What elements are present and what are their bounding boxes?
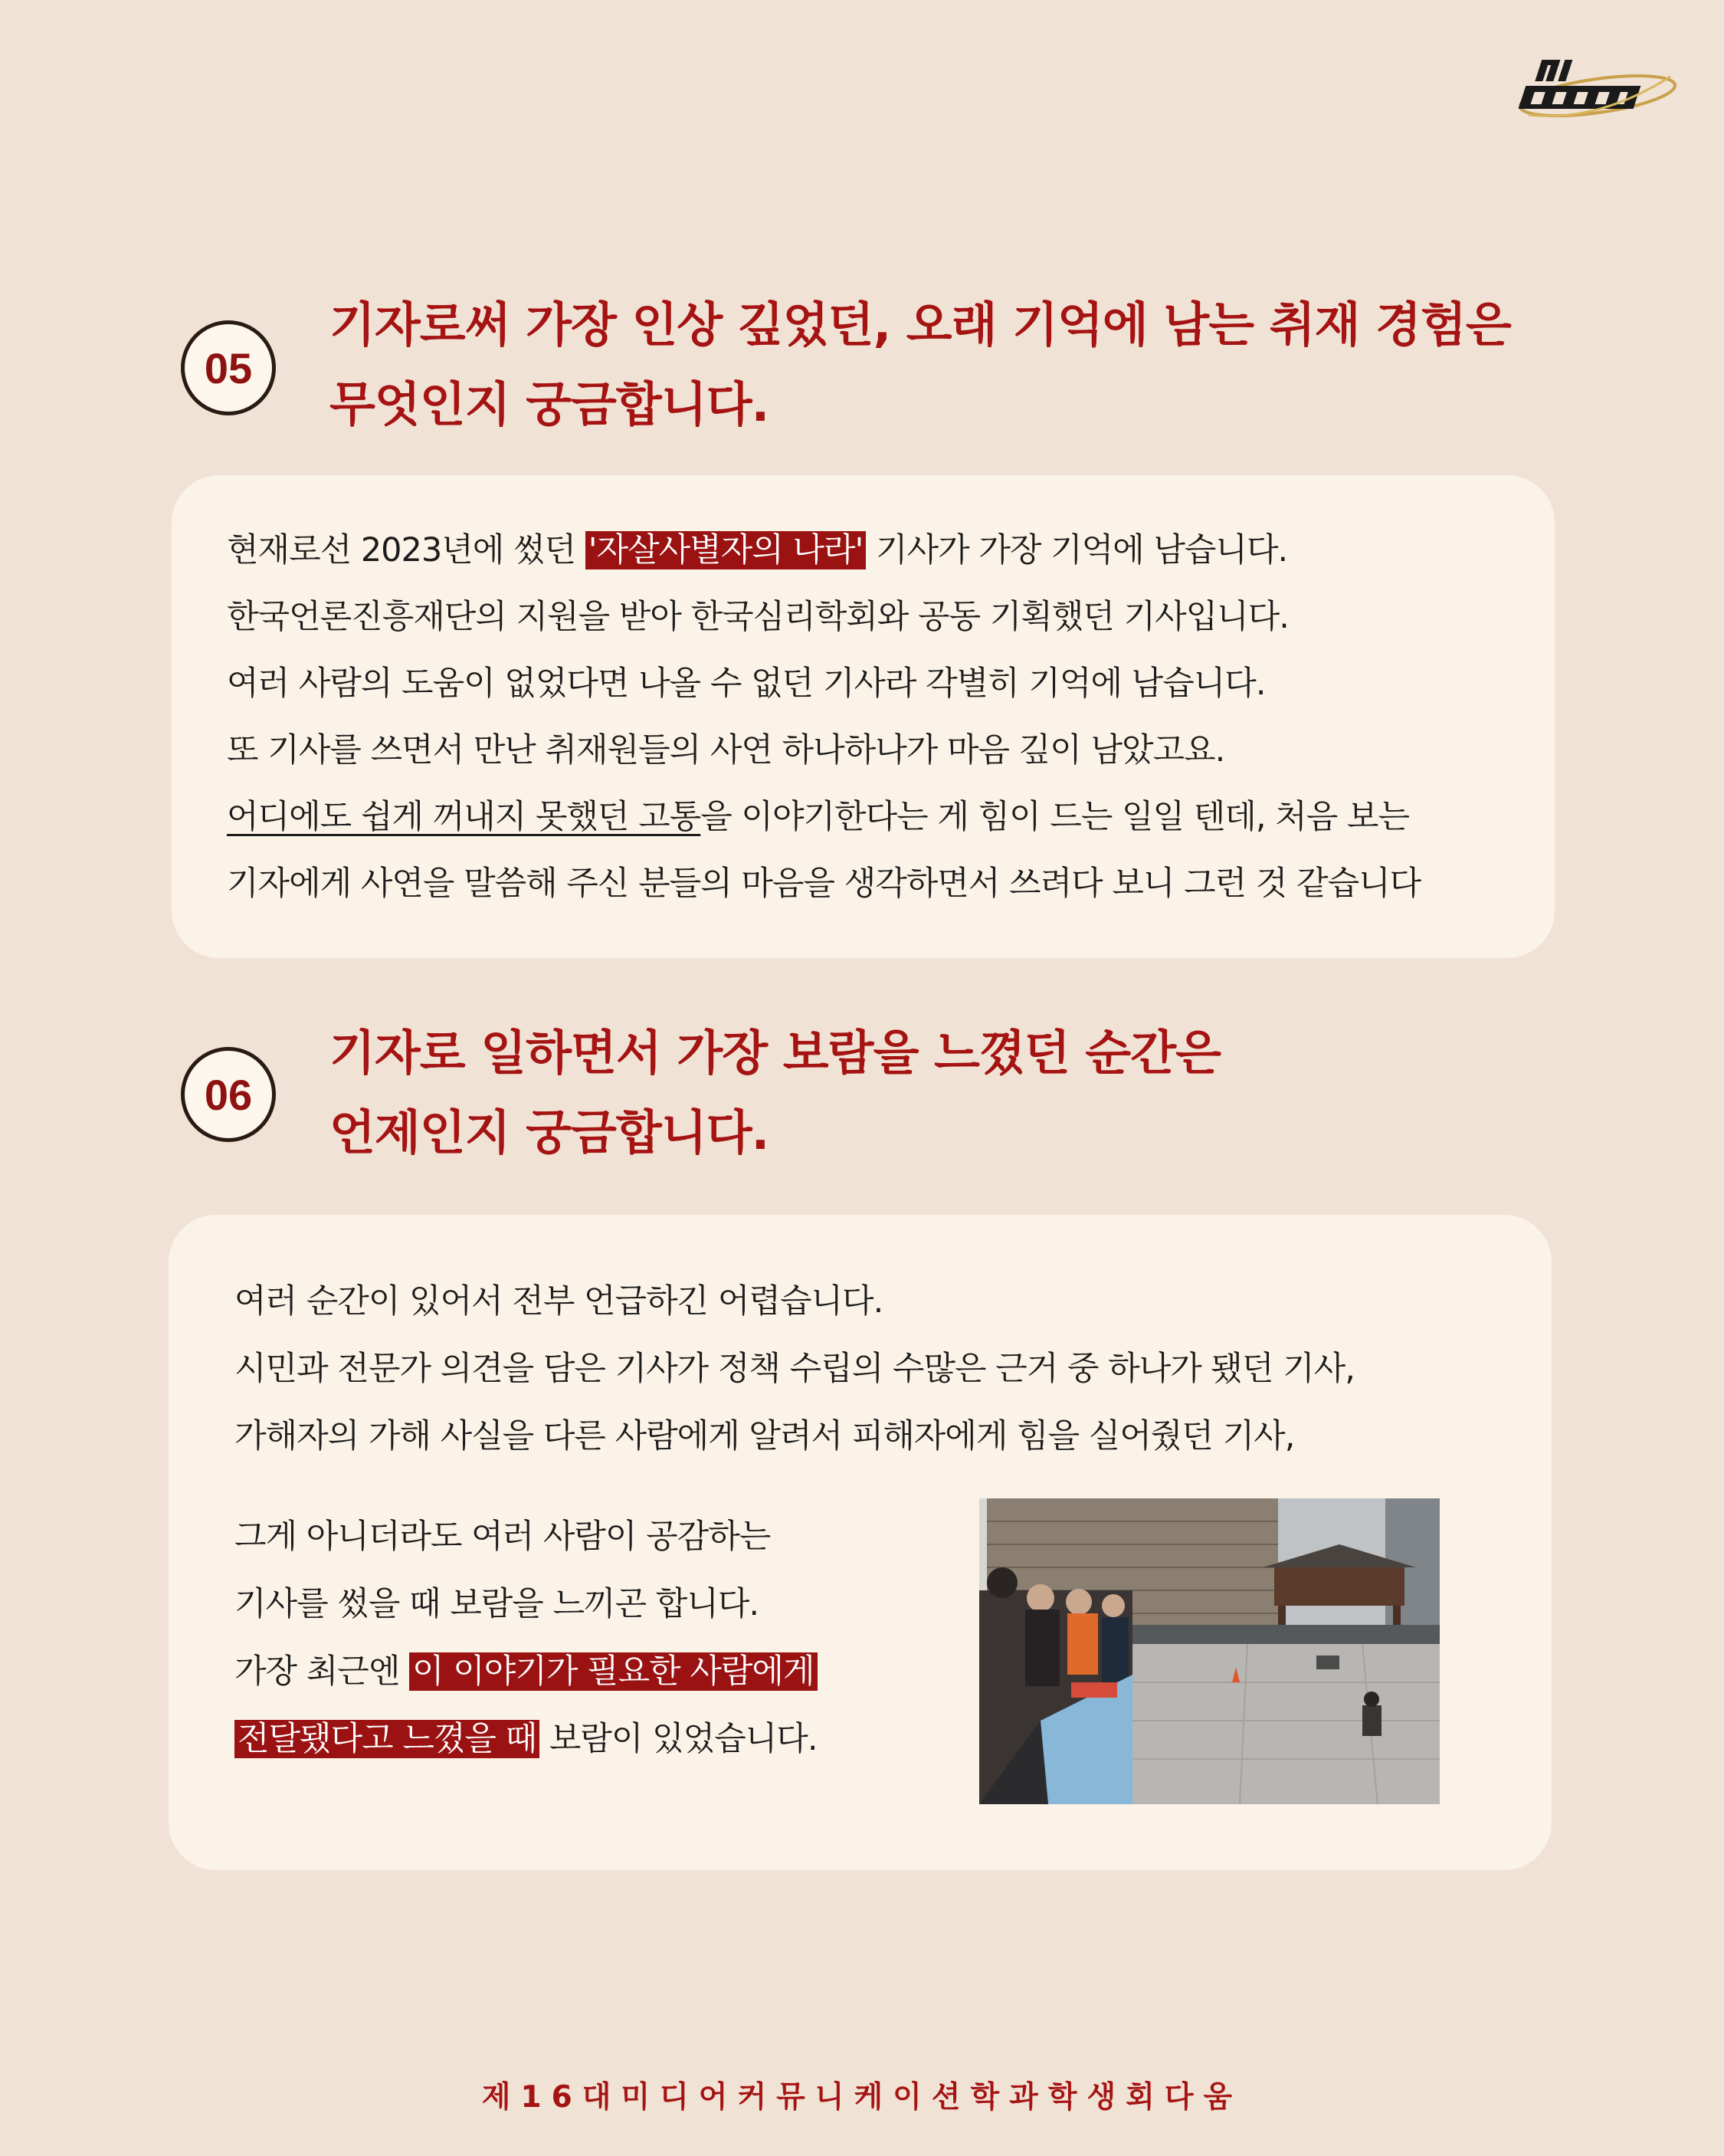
question-title-line: 기자로써 가장 인상 깊었던, 오래 기억에 남는 취재 경험은 bbox=[329, 297, 1511, 353]
answer-text-segment: 현재로선 2023년에 썼던 bbox=[227, 531, 585, 569]
answer-line: 기자에게 사연을 말씀해 주신 분들의 마음을 생각하면서 쓰려다 보니 그런 것 같습니다 bbox=[227, 865, 1421, 903]
answer-line bbox=[234, 1716, 818, 1762]
press-conference-photo bbox=[979, 1498, 1440, 1804]
answer-text-segment: 가장 최근엔 bbox=[234, 1652, 410, 1691]
answer-line: 기사를 썼을 때 보람을 느끼곤 합니다. bbox=[234, 1585, 759, 1623]
question-title bbox=[329, 285, 1571, 445]
question-title-line: 언제인지 궁금합니다. bbox=[329, 1104, 769, 1160]
highlighted-text: '자살사별자의 나라' bbox=[585, 531, 867, 569]
question-title bbox=[329, 1013, 1571, 1173]
question-number-badge bbox=[181, 320, 276, 415]
answer-line: 한국언론진흥재단의 지원을 받아 한국심리학회와 공동 기획했던 기사입니다. bbox=[227, 598, 1289, 636]
footer-credit: 제16대미디어커뮤니케이션학과학생회다움 bbox=[481, 2080, 1243, 2115]
question-title-line: 무엇인지 궁금합니다. bbox=[329, 376, 769, 432]
question-title-line: 기자로 일하면서 가장 보람을 느꼈던 순간은 bbox=[329, 1025, 1221, 1081]
club-logo-icon bbox=[1513, 54, 1682, 130]
answer-line: 그게 아니더라도 여러 사람이 공감하는 bbox=[234, 1518, 771, 1556]
question-number-badge bbox=[181, 1047, 276, 1142]
highlighted-text: 이 이야기가 필요한 사람에게 bbox=[409, 1652, 817, 1691]
answer-line bbox=[227, 527, 1287, 573]
answer-line: 여러 사람의 도움이 없었다면 나올 수 없던 기사라 각별히 기억에 남습니다. bbox=[227, 665, 1266, 703]
answer-line: 여러 순간이 있어서 전부 언급하긴 어렵습니다. bbox=[234, 1282, 883, 1321]
answer-text-segment: 기사가 가장 기억에 남습니다. bbox=[866, 531, 1288, 569]
answer-line: 또 기사를 쓰면서 만난 취재원들의 사연 하나하나가 마음 깊이 남았고요. bbox=[227, 731, 1225, 770]
highlighted-text: 전달됐다고 느꼈을 때 bbox=[234, 1720, 539, 1758]
question-number: 05 bbox=[204, 343, 253, 392]
question-number: 06 bbox=[204, 1070, 253, 1119]
answer-line bbox=[234, 1649, 818, 1695]
answer-line bbox=[227, 794, 1409, 840]
underlined-text: 어디에도 쉽게 꺼내지 못했던 고통 bbox=[227, 798, 701, 836]
answer-text-segment: 보람이 있었습니다. bbox=[539, 1720, 818, 1758]
answer-line: 가해자의 가해 사실을 다른 사람에게 알려서 피해자에게 힘을 실어줬던 기사, bbox=[234, 1417, 1295, 1455]
answer-line: 시민과 전문가 의견을 담은 기사가 정책 수립의 수많은 근거 중 하나가 됐던 기사, bbox=[234, 1350, 1355, 1388]
answer-text-segment: 을 이야기한다는 게 힘이 드는 일일 텐데, 처음 보는 bbox=[700, 798, 1409, 836]
